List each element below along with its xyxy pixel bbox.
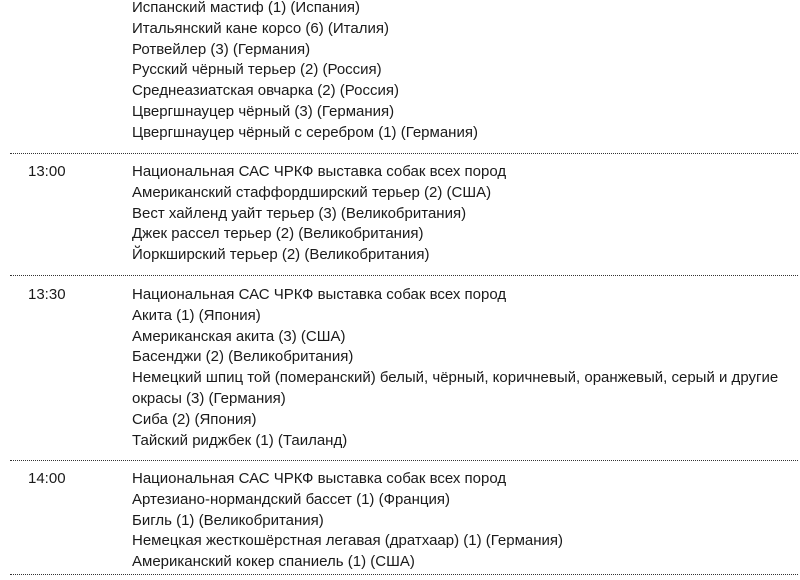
row-divider: [10, 153, 798, 154]
breed-line: Бигль (1) (Великобритания): [132, 511, 324, 529]
breed-line: Тайский риджбек (1) (Таиланд): [132, 431, 348, 449]
breed-line: Джек рассел терьер (2) (Великобритания): [132, 225, 424, 243]
breed-line: Басенджи (2) (Великобритания): [132, 348, 354, 366]
breed-line: Русский чёрный терьер (2) (Россия): [132, 61, 382, 79]
row-divider: [10, 460, 798, 461]
time-slot: 13:30: [28, 286, 66, 303]
breed-line: Вест хайленд уайт терьер (3) (Великобритания): [132, 204, 467, 222]
time-slot: 13:00: [28, 163, 66, 180]
time-slot: 14:00: [28, 470, 66, 487]
breed-line: Цвергшнауцер чёрный (3) (Германия): [132, 102, 395, 120]
breed-line: Артезиано-нормандский бассет (1) (Франция): [132, 490, 451, 508]
breed-list: [132, 0, 792, 144]
breed-line: Американская акита (3) (США): [132, 327, 346, 345]
breed-line: Сиба (2) (Япония): [132, 410, 257, 428]
breed-line: Цвергшнауцер чёрный с серебром (1) (Германия): [132, 123, 478, 141]
row-divider: [10, 275, 798, 276]
breed-line: Среднеазиатская овчарка (2) (Россия): [132, 82, 399, 100]
breed-line: Испанский мастиф (1) (Испания): [132, 0, 360, 16]
show-title: Национальная САС ЧРКФ выставка собак всех пород: [132, 163, 507, 180]
breed-line: Ротвейлер (3) (Германия): [132, 40, 311, 58]
breed-line: Американский кокер спаниель (1) (США): [132, 553, 415, 571]
breed-line: Немецкий шпиц той (померанский) белый, чёрный, коричневый, оранжевый, серый и другие: [132, 369, 779, 387]
breed-line: Йоркширский терьер (2) (Великобритания): [132, 246, 430, 264]
show-title: Национальная САС ЧРКФ выставка собак всех пород: [132, 286, 507, 303]
breed-list: [132, 162, 792, 266]
breed-line: окрасы (3) (Германия): [132, 389, 286, 407]
breed-line: Немецкая жесткошёрстная легавая (дратхаар) (1) (Германия): [132, 532, 564, 550]
breed-list: [132, 469, 792, 573]
row-divider: [10, 574, 798, 575]
show-title: Национальная САС ЧРКФ выставка собак всех пород: [132, 470, 507, 487]
breed-line: Акита (1) (Япония): [132, 306, 261, 324]
breed-list: [132, 285, 792, 451]
breed-line: Американский стаффордширский терьер (2) (США): [132, 183, 492, 201]
breed-line: Итальянский кане корсо (6) (Италия): [132, 19, 389, 37]
